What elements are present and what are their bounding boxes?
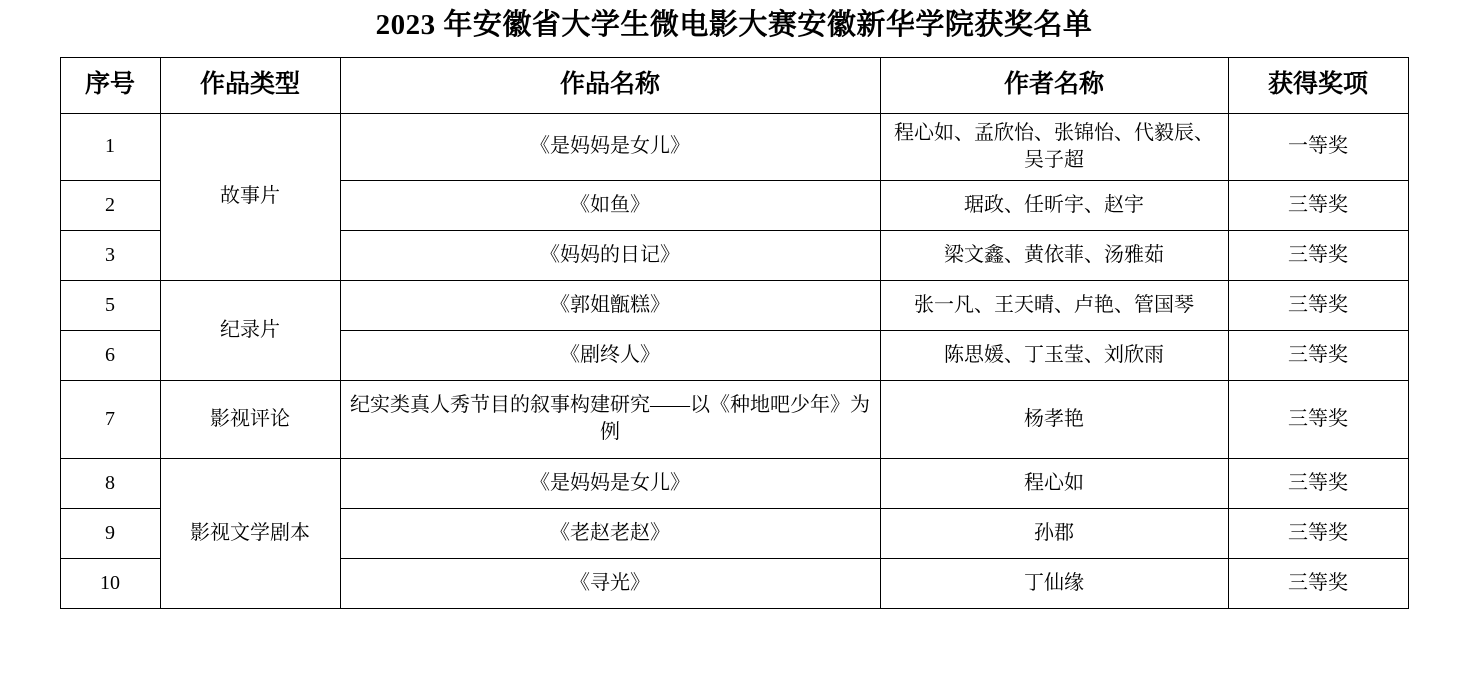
column-header-index: 序号 [60,57,160,113]
cell-index: 10 [60,558,160,608]
column-header-type: 作品类型 [160,57,340,113]
cell-type: 影视文学剧本 [160,458,340,608]
cell-type: 故事片 [160,113,340,280]
cell-prize: 三等奖 [1228,458,1408,508]
cell-author: 程心如 [880,458,1228,508]
cell-author: 杨孝艳 [880,380,1228,458]
table-row [60,458,1408,508]
table-row [60,113,1408,180]
cell-type: 影视评论 [160,380,340,458]
cell-type: 纪录片 [160,280,340,380]
column-header-author: 作者名称 [880,57,1228,113]
cell-author: 程心如、孟欣怡、张锦怡、代毅辰、吴子超 [880,113,1228,180]
cell-name: 纪实类真人秀节目的叙事构建研究——以《种地吧少年》为例 [340,380,880,458]
cell-name: 《如鱼》 [340,180,880,230]
cell-author: 丁仙缘 [880,558,1228,608]
cell-prize: 三等奖 [1228,230,1408,280]
cell-index: 7 [60,380,160,458]
cell-prize: 三等奖 [1228,508,1408,558]
cell-prize: 三等奖 [1228,330,1408,380]
cell-index: 8 [60,458,160,508]
table-header-row [60,57,1408,113]
cell-name: 《是妈妈是女儿》 [340,113,880,180]
cell-name: 《老赵老赵》 [340,508,880,558]
cell-prize: 三等奖 [1228,180,1408,230]
cell-prize: 一等奖 [1228,113,1408,180]
document-page [0,8,1468,676]
cell-author: 琚政、任昕宇、赵宇 [880,180,1228,230]
cell-prize: 三等奖 [1228,558,1408,608]
cell-name: 《是妈妈是女儿》 [340,458,880,508]
cell-author: 张一凡、王天晴、卢艳、管国琴 [880,280,1228,330]
cell-prize: 三等奖 [1228,280,1408,330]
cell-prize: 三等奖 [1228,380,1408,458]
cell-index: 3 [60,230,160,280]
table-row [60,280,1408,330]
page-title: 2023 年安徽省大学生微电影大赛安徽新华学院获奖名单 [375,9,1093,41]
column-header-prize: 获得奖项 [1228,57,1408,113]
cell-name: 《剧终人》 [340,330,880,380]
cell-author: 梁文鑫、黄依菲、汤雅茹 [880,230,1228,280]
cell-index: 1 [60,113,160,180]
table-body [60,113,1408,608]
cell-author: 孙郡 [880,508,1228,558]
cell-name: 《妈妈的日记》 [340,230,880,280]
cell-index: 9 [60,508,160,558]
award-list-table [60,57,1409,609]
cell-name: 《郭姐甑糕》 [340,280,880,330]
cell-index: 2 [60,180,160,230]
table-row [60,380,1408,458]
cell-index: 6 [60,330,160,380]
cell-author: 陈思媛、丁玉莹、刘欣雨 [880,330,1228,380]
cell-index: 5 [60,280,160,330]
cell-name: 《寻光》 [340,558,880,608]
column-header-name: 作品名称 [340,57,880,113]
